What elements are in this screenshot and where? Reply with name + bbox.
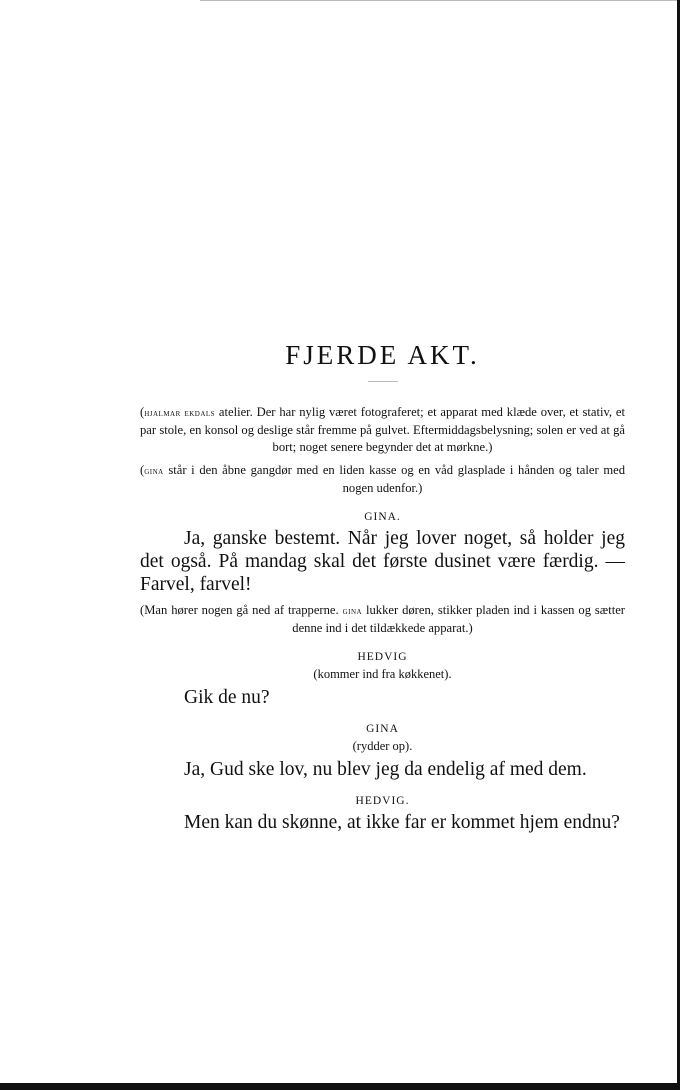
stage-aside-hedvig: (kommer ind fra køkkenet). [313,667,452,681]
page-body [140,340,625,834]
speech-gina-2: Ja, Gud ske lov, nu blev jeg da endelig af med dem. [184,759,587,780]
speech-hedvig-1: Gik de nu? [184,687,270,708]
speech-hedvig-2: Men kan du skønne, at ikke far er kommet hjem endnu? [184,812,620,833]
page-top-edge [200,0,680,7]
speech-gina-1: Ja, ganske bestemt. Når jeg lover noget, så holder jeg det også. På mandag skal det første dusinet være færdig. — Farvel, farvel! [140,528,625,595]
speaker-hedvig: HEDVIG. [355,795,410,807]
stage-direction-text: lukker døren, stikker pladen ind i kassen og sætter denne ind i det tildækkede apparat.) [292,603,625,635]
page-bottom-edge [0,1083,680,1090]
speaker-gina: GINA [366,723,399,735]
speaker-hedvig: HEDVIG [357,651,408,663]
stage-direction-action [140,602,625,637]
stage-direction-text: (Man hører nogen gå ned af trapperne. [140,603,343,617]
stage-direction-text: atelier. Der har nylig været fotograferet; et apparat med klæde over, et stativ, et par stole, en konsol og deslige står fremme på gulvet. Eftermiddagsbelysning; solen er ved at gå bort; noget senere begynder det at mørkne.) [140,405,625,454]
act-title: FJERDE AKT. [285,340,480,370]
character-name: gina [144,466,164,477]
character-name: hjalmar ekdals [144,408,216,419]
stage-direction-setting: (hjalmar ekdals atelier. Der har nylig været fotograferet; et apparat med klæde over, et stativ, et par stole, en konsol og deslige står fremme på gulvet. Eftermiddagsbelysning; solen er ved at gå bort; noget senere begynder det at mørkne.) [140,405,625,454]
title-divider [368,381,398,382]
speaker-gina: GINA. [364,511,401,523]
stage-direction-text: står i den åbne gangdør med en liden kasse og en våd glasplade i hånden og taler med nogen udenfor.) [163,463,625,495]
character-name: gina [342,606,363,617]
stage-aside-gina: (rydder op). [352,739,413,753]
stage-direction-entrance: (gina står i den åbne gangdør med en liden kasse og en våd glasplade i hånden og taler med nogen udenfor.) [140,463,625,495]
